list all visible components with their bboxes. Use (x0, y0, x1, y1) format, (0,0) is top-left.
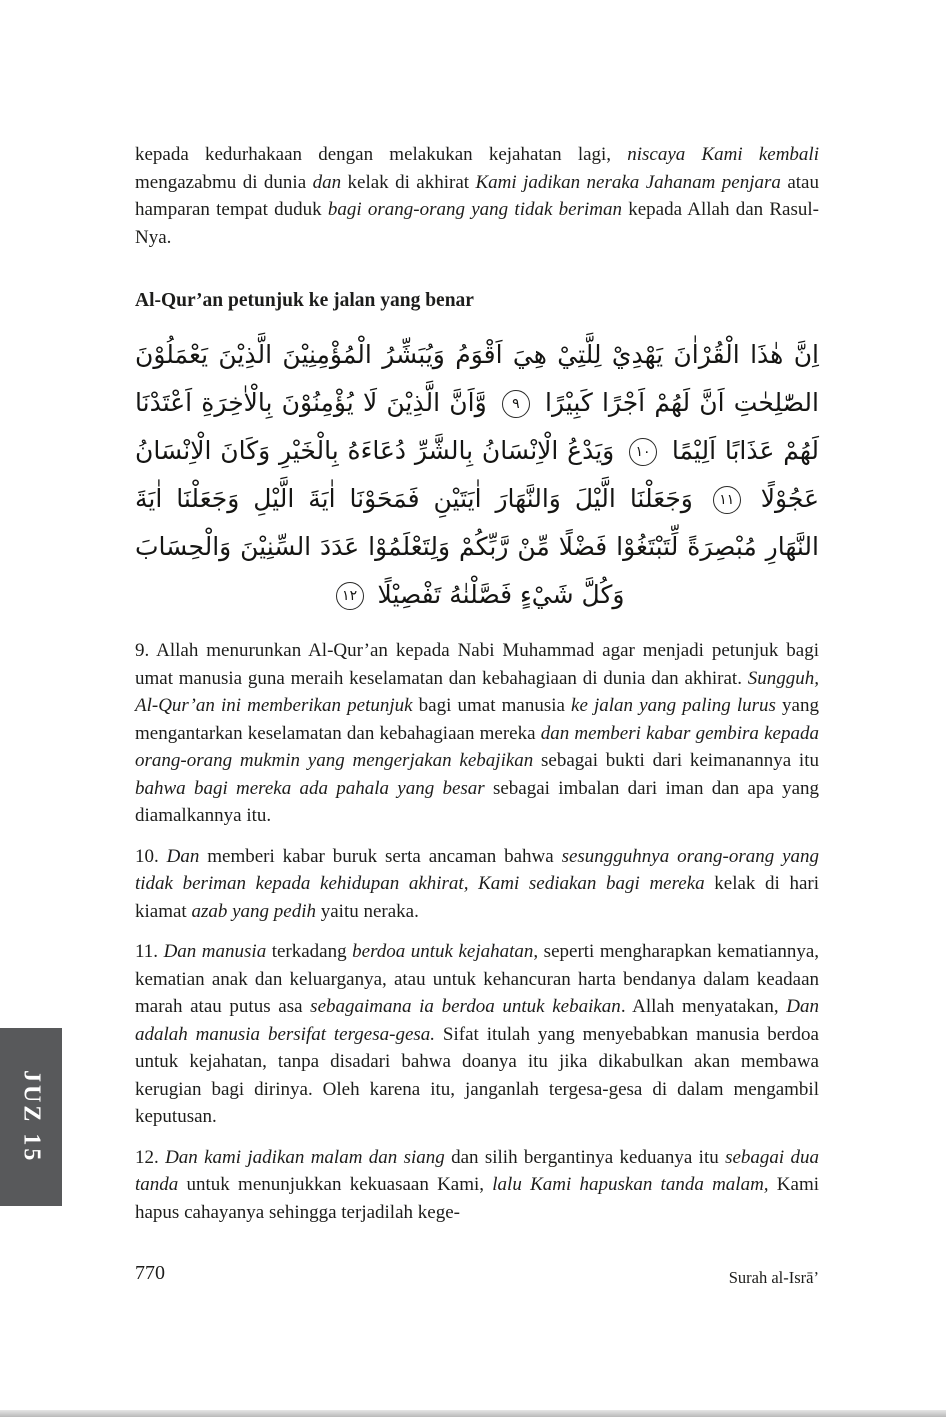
ayah-number-badge: ٩ (502, 390, 530, 418)
section-heading: Al-Qur’an petunjuk ke jalan yang benar (135, 290, 474, 311)
continuation-paragraph: kepada kedurhakaan dengan melakukan kejahatan lagi, niscaya Kami kembali mengazabmu di dunia dan kelak di akhirat Kami jadikan neraka Jahanam penjara atau hamparan tempat duduk bagi orang-orang yang tidak beriman kepada Allah dan Rasul-Nya. (135, 144, 819, 248)
page-number: 770 (135, 1262, 165, 1284)
page-bottom-edge (0, 1410, 946, 1417)
ayah-number-badge: ١١ (713, 486, 741, 514)
surah-title: Surah al-Isrā’ (728, 1268, 819, 1287)
juz-sidebar-tab (0, 1028, 62, 1206)
ayah-number-badge: ١٢ (336, 582, 364, 610)
tafsir-paragraph-9: 9. Allah menurunkan Al-Qur’an kepada Nabi Muhammad agar menjadi petunjuk bagi umat manusia guna meraih keselamatan dan kebahagiaan di dunia dan akhirat. Sungguh, Al-Qur’an ini memberikan petunjuk bagi umat manusia ke jalan yang paling lurus yang mengantarkan keselamatan dan kebahagiaan mereka dan memberi kabar gembira kepada orang-orang mukmin yang mengerjakan kebajikan sebagai bukti dari keimanannya itu bahwa bagi mereka ada pahala yang besar sebagai imbalan dari iman dan apa yang diamalkannya itu. (135, 640, 819, 826)
page-content (135, 141, 819, 1239)
tafsir-paragraph-11: 11. Dan manusia terkadang berdoa untuk kejahatan, seperti mengharapkan kematiannya, kematian anak dan keluarganya, atau untuk kehancuran harta bendanya dalam keadaan marah atau putus asa sebagaimana ia berdoa untuk kebaikan. Allah menyatakan, Dan adalah manusia bersifat tergesa-gesa. Sifat itulah yang menyebabkan manusia berdoa untuk kejahatan, tanpa disadari bahwa doanya itu jika dikabulkan akan membawa kerugian bagi dirinya. Oleh karena itu, janganlah tergesa-gesa di dalam mengambil keputusan. (135, 941, 820, 1127)
tafsir-paragraph-12: 12. Dan kami jadikan malam dan siang dan silih bergantinya keduanya itu sebagai dua tanda untuk menunjukkan kekuasaan Kami, lalu Kami hapuskan tanda malam, Kami hapus cahayanya sehingga terjadilah kege- (135, 1146, 819, 1223)
juz-label: JUZ 15 (18, 1070, 45, 1164)
ayah-number-badge: ١٠ (629, 438, 657, 466)
arabic-verse-block: اِنَّ هٰذَا الْقُرْاٰنَ يَهْدِيْ لِلَّتِيْ هِيَ اَقْوَمُ وَيُبَشِّرُ الْمُؤْمِنِيْنَ الَّذِيْنَ يَعْمَلُوْنَ الصّٰلِحٰتِ اَنَّ لَهُمْ اَجْرًا كَبِيْرًا ٩ وَّاَنَّ الَّذِيْنَ لَا يُؤْمِنُوْنَ بِالْاٰخِرَةِ اَعْتَدْنَا لَهُمْ عَذَابًا اَلِيْمًا ١٠ وَيَدْعُ الْاِنْسَانُ بِالشَّرِّ دُعَاءَهُ بِالْخَيْرِ وَكَانَ الْاِنْسَانُ عَجُوْلًا ١١ وَجَعَلْنَا الَّيْلَ وَالنَّهَارَ اٰيَتَيْنِ فَمَحَوْنَا اٰيَةَ الَّيْلِ وَجَعَلْنَا اٰيَةَ النَّهَارِ مُبْصِرَةً لِّتَبْتَغُوْا فَضْلًا مِّنْ رَّبِّكُمْ وَلِتَعْلَمُوْا عَدَدَ السِّنِيْنَ وَالْحِسَابَ وَكُلَّ شَيْءٍ فَصَّلْنٰهُ تَفْصِيْلًا ١٢ (135, 340, 819, 609)
tafsir-paragraph-10: 10. Dan memberi kabar buruk serta ancaman bahwa sesungguhnya orang-orang yang tidak beriman kepada kehidupan akhirat, Kami sediakan bagi mereka kelak di hari kiamat azab yang pedih yaitu neraka. (135, 845, 820, 922)
